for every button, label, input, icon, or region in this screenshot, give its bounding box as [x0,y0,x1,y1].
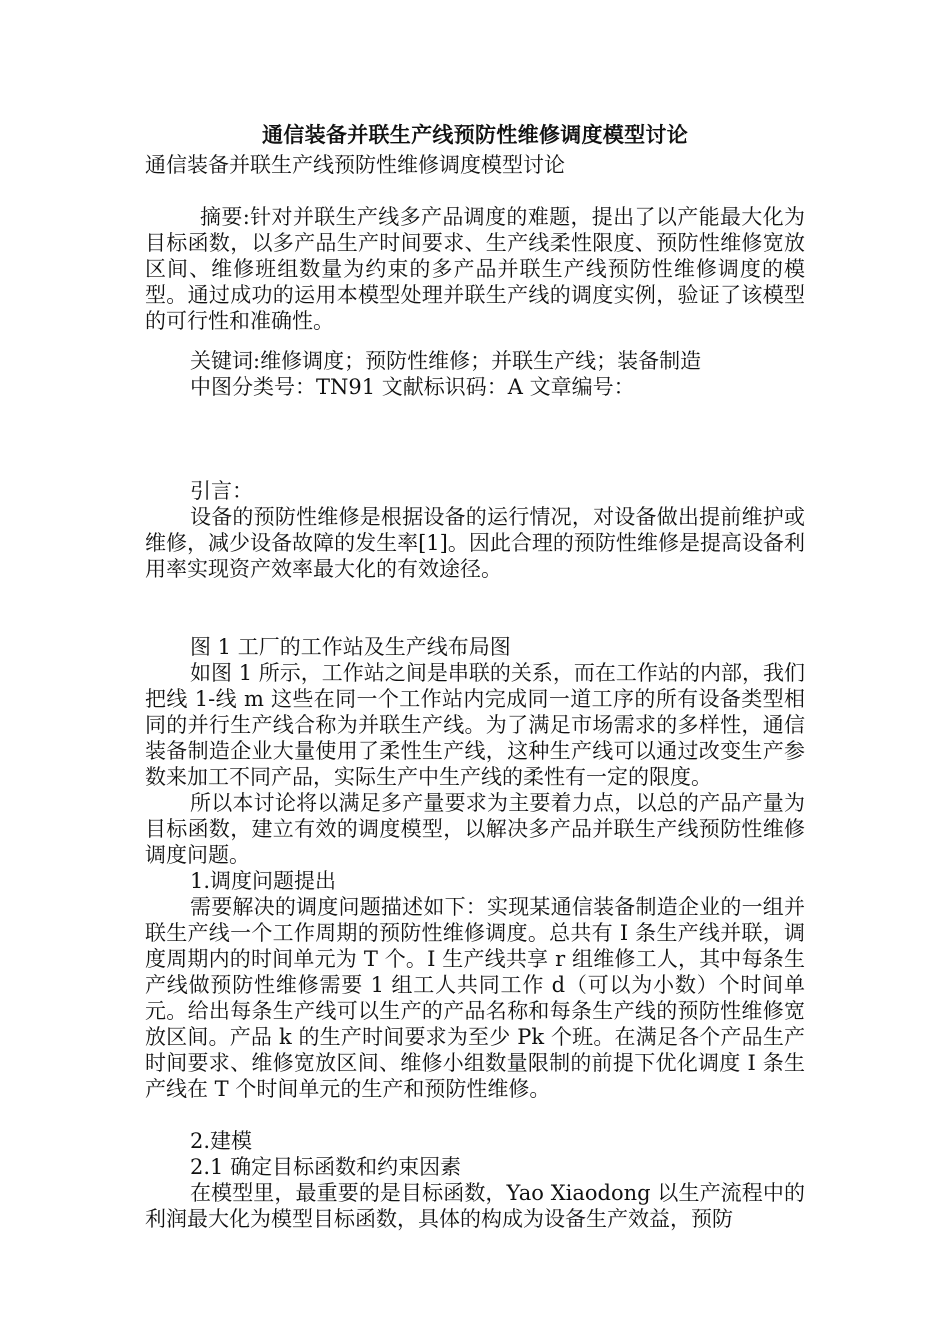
section21-paragraph: 在模型里，最重要的是目标函数，Yao Xiaodong 以生产流程中的利润最大化为模型目标函数，具体的构成为设备生产效益，预防 [145,1181,805,1231]
figure-caption: 图 1 工厂的工作站及生产线布局图 [190,635,511,659]
abstract-paragraph: 摘要:针对并联生产线多产品调度的难题，提出了以产能最大化为目标函数，以多产品生产时间要求、生产线柔性限度、预防性维修宽放区间、维修班组数量为约束的多产品并联生产线预防性维修调度的模型。通过成功的运用本模型处理并联生产线的调度实例，验证了该模型的可行性和准确性。 [145,205,805,333]
spacer [145,582,805,634]
section2-heading: 2.建模 [190,1129,253,1153]
section21-heading: 2.1 确定目标函数和约束因素 [190,1155,462,1179]
spacer [145,1102,805,1128]
figure-paragraph: 如图 1 所示，工作站之间是串联的关系，而在工作站的内部，我们把线 1-线 m 这些在同一个工作站内完成同一道工序的所有设备类型相同的并行生产线合称为并联生产线。为了满足市场需求的多样性，通信装备制造企业大量使用了柔性生产线，这种生产线可以通过改变生产参数来加工不同产品，实际生产中生产线的柔性有一定的限度。 [145,661,805,789]
focus-paragraph: 所以本讨论将以满足多产量要求为主要着力点，以总的产品产量为目标函数，建立有效的调度模型，以解决多产品并联生产线预防性维修调度问题。 [145,791,805,867]
classification-line: 中图分类号：TN91 文献标识码：A 文章编号： [190,375,635,399]
keywords-line: 关键词:维修调度；预防性维修；并联生产线；装备制造 [190,349,702,373]
document-title: 通信装备并联生产线预防性维修调度模型讨论 [262,122,688,147]
section1-heading: 1.调度问题提出 [190,869,337,893]
spacer [145,400,805,478]
spacer [145,334,805,348]
section1-paragraph: 需要解决的调度问题描述如下：实现某通信装备制造企业的一组并联生产线一个工作周期的预防性维修调度。总共有 I 条生产线并联，调度周期内的时间单元为 T 个。I 生产线共享 r 组维修工人，其中每条生产线做预防性维修需要 1 组工人共同工作 d（可以为小数）个时间单元。给出每条生产线可以生产的产品名称和每条生产线的预防性维修宽放区间。产品 k 的生产时间要求为至少 Pk 个班。在满足各个产品生产时间要求、维修宽放区间、维修小组数量限制的前提下优化调度 I 条生产线在 T 个时间单元的生产和预防性维修。 [145,895,805,1101]
intro-heading: 引言： [190,479,253,503]
document-page [145,118,805,1232]
intro-paragraph: 设备的预防性维修是根据设备的运行情况，对设备做出提前维护或维修，减少设备故障的发生率[1]。因此合理的预防性维修是提高设备利用率实现资产效率最大化的有效途径。 [145,505,805,581]
document-subtitle: 通信装备并联生产线预防性维修调度模型讨论 [145,153,565,177]
spacer [145,178,805,204]
